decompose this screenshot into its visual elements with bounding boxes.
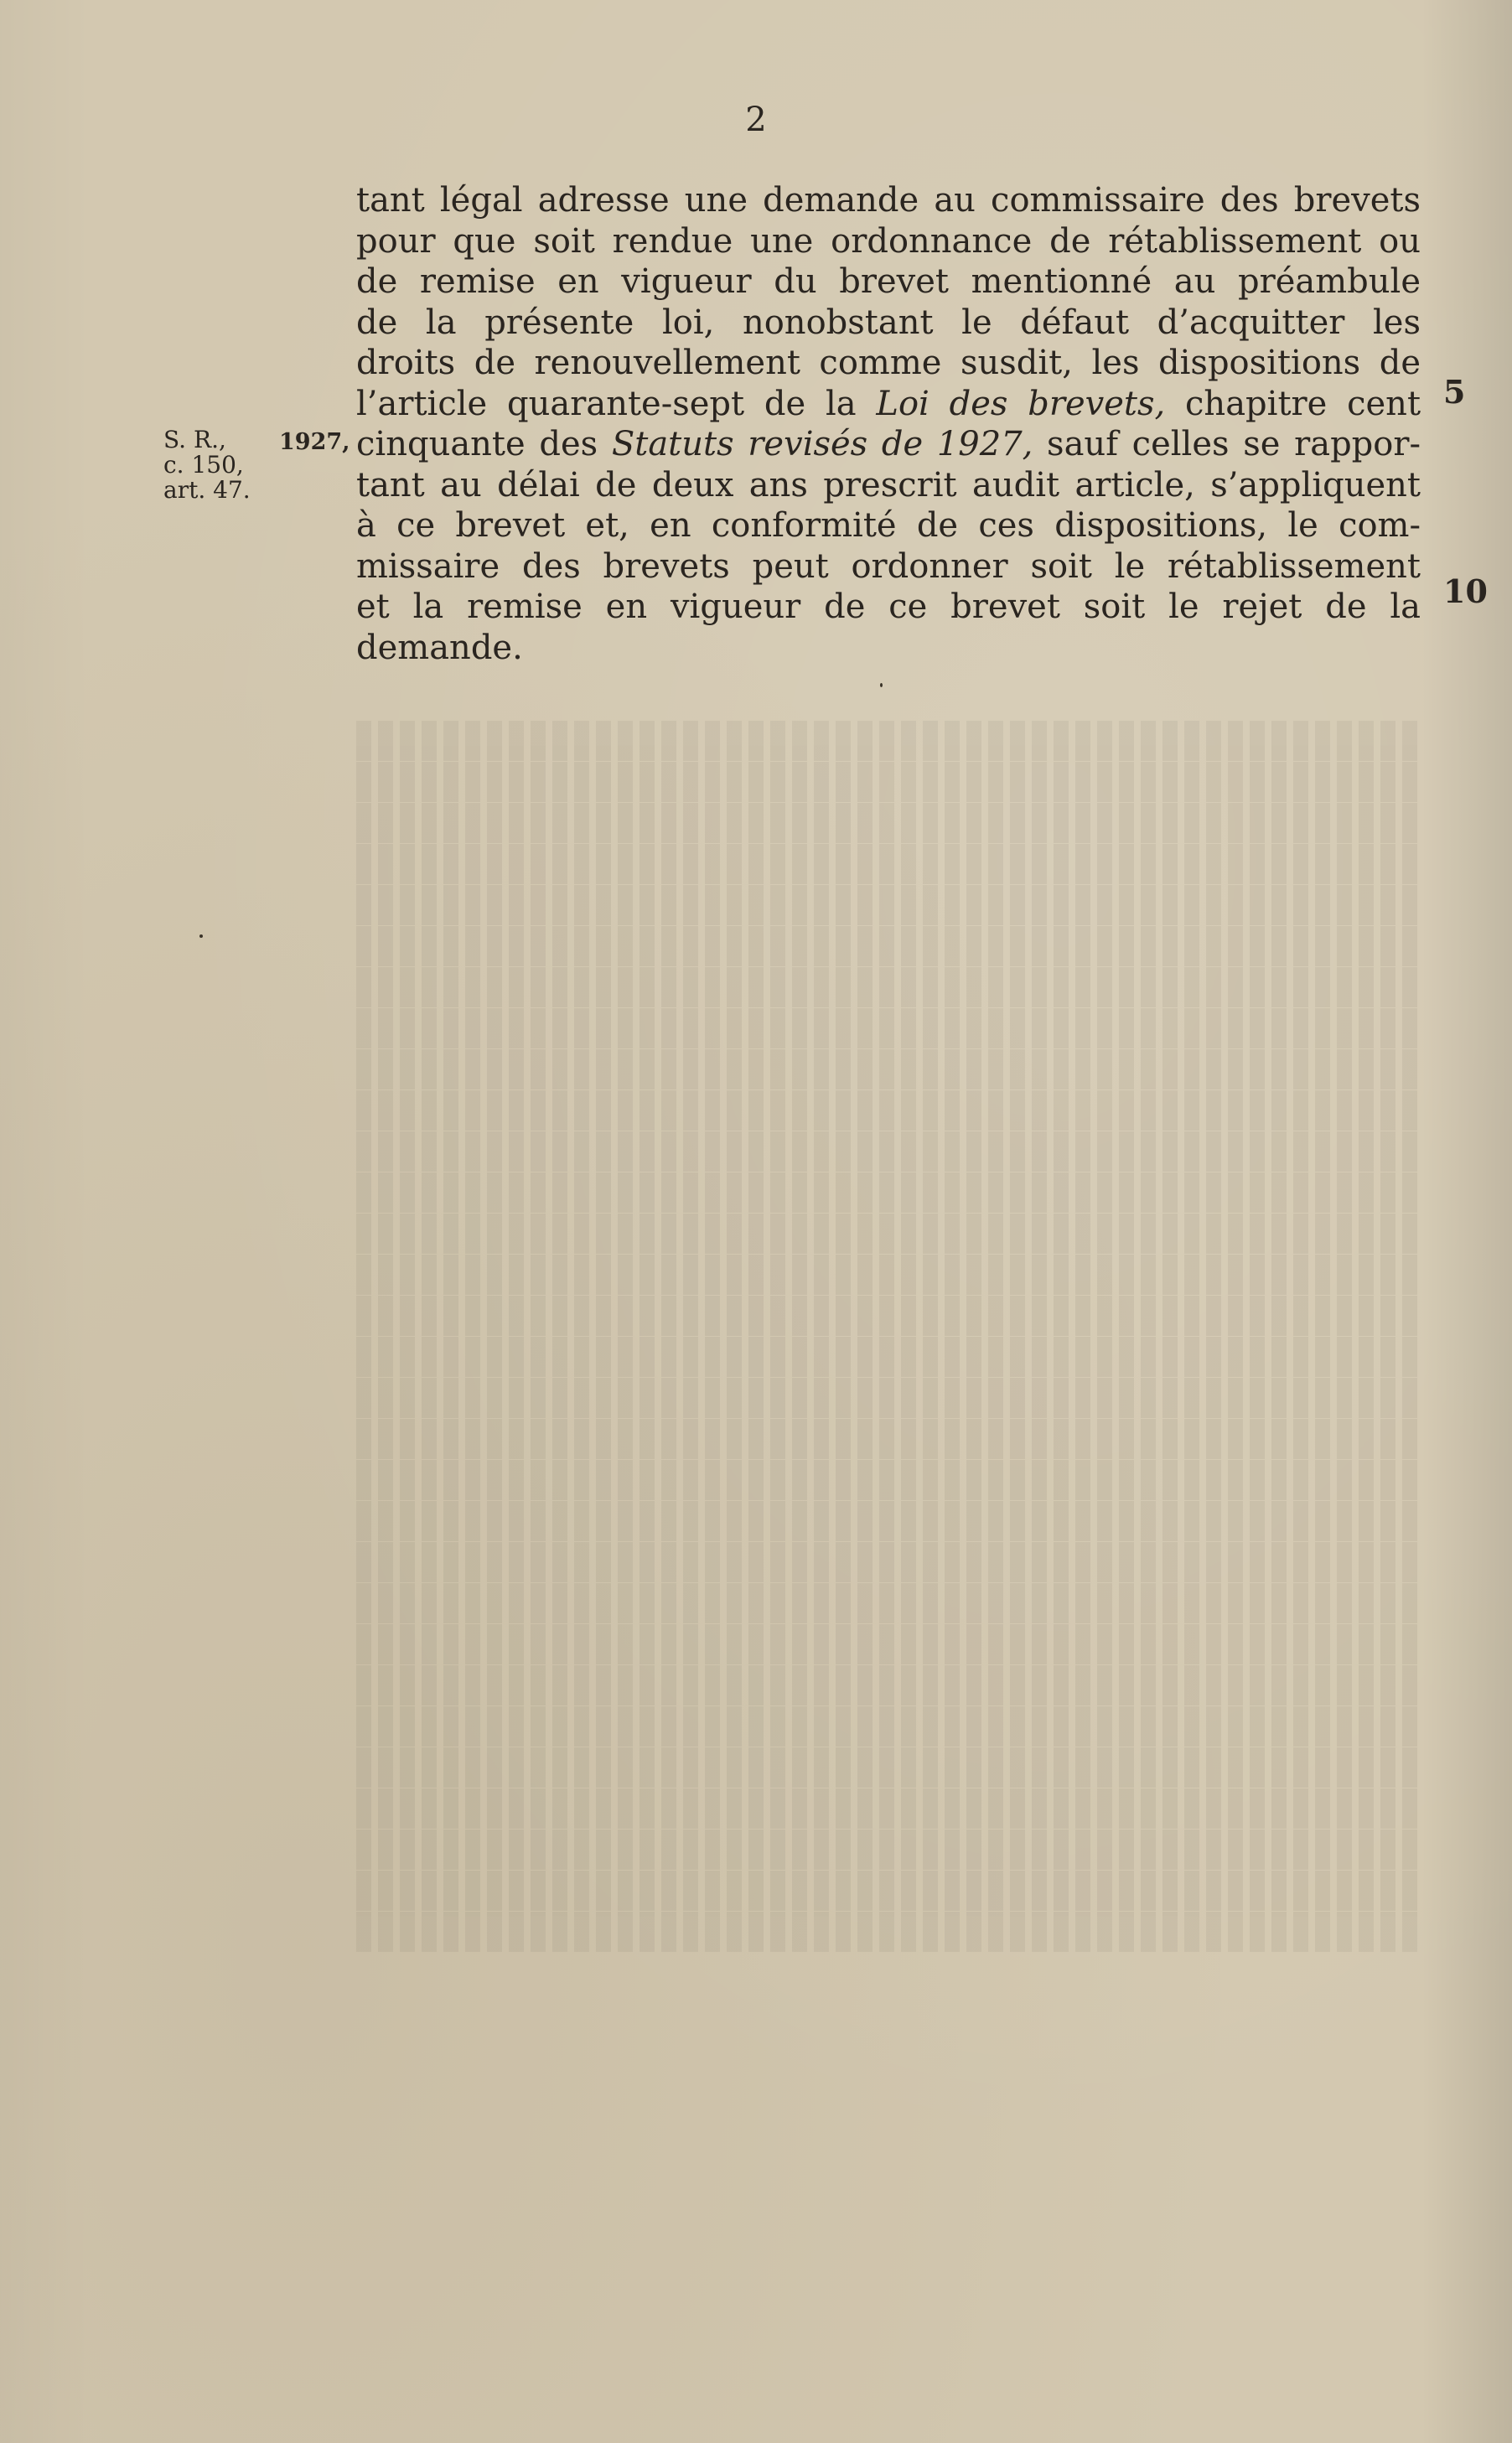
page-number: 2 bbox=[745, 101, 767, 139]
margin-ref-line: art. 47. bbox=[163, 476, 251, 504]
text-line: de remise en vigueur du brevet mentionné au préambule bbox=[356, 262, 1421, 301]
text-line: à ce brevet et, en conformité de ces dispositions, le com- bbox=[356, 506, 1421, 545]
ghost-text bbox=[356, 721, 1421, 2229]
paper-speck bbox=[199, 934, 203, 938]
body-text bbox=[356, 180, 1421, 668]
text-line: pour que soit rendue une ordonnance de rétablissement ou bbox=[356, 221, 1421, 261]
text-line: de la présente loi, nonobstant le défaut d’acquitter les bbox=[356, 303, 1421, 342]
text-line: et la remise en vigueur de ce brevet soit le rejet de la bbox=[356, 587, 1421, 626]
margin-year: 1927, bbox=[279, 429, 350, 455]
text-line: demande. bbox=[356, 628, 523, 667]
margin-ref-line: S. R., bbox=[163, 426, 226, 453]
statute-title: Statuts revisés de 1927, bbox=[611, 425, 1033, 463]
margin-reference bbox=[163, 427, 251, 503]
line-number-10: 10 bbox=[1443, 572, 1488, 610]
text-line: cinquante des Statuts revisés de 1927, sauf celles se rappor- bbox=[356, 425, 1421, 463]
text-line: tant au délai de deux ans prescrit audit article, s’appliquent bbox=[356, 465, 1421, 505]
margin-ref-line: c. 150, bbox=[163, 451, 244, 479]
line-number-5: 5 bbox=[1443, 373, 1466, 411]
paper-speck bbox=[880, 683, 883, 687]
text-line: tant légal adresse une demande au commissaire des brevets bbox=[356, 181, 1421, 220]
text-line: missaire des brevets peut ordonner soit le rétablissement bbox=[356, 546, 1421, 586]
law-title: Loi des brevets, bbox=[876, 384, 1166, 423]
text-line: droits de renouvellement comme susdit, les dispositions de bbox=[356, 344, 1421, 382]
text-line: l’article quarante-sept de la Loi des brevets, chapitre cent bbox=[356, 384, 1421, 423]
